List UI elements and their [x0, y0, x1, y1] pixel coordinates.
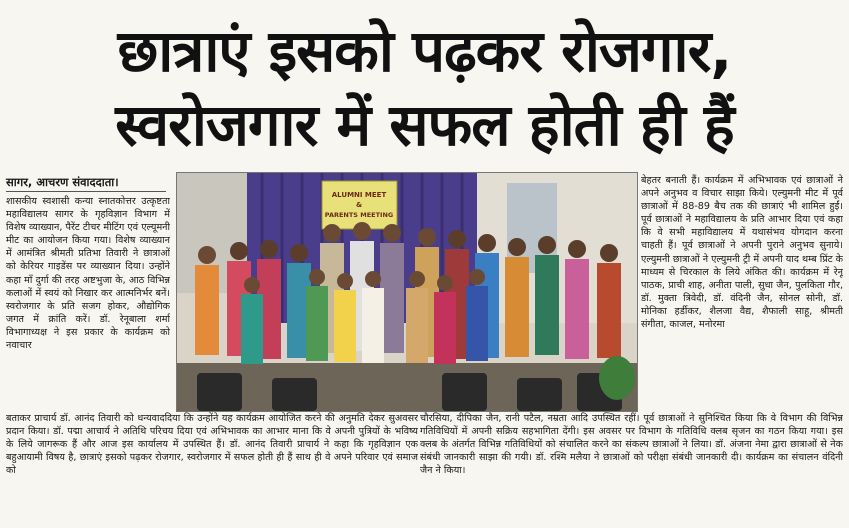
headline-line-2: स्वरोजगार में सफल होती ही हैं [115, 91, 734, 159]
banner-line-1: ALUMNI MEET [331, 191, 387, 199]
article-bottom-right: चौरसिया, दीपिका जैन, रानी पटैल, नम्रता आदि उपस्थित रहीं। पूर्व छात्राओं ने सुनिश्चित किया कि वे विभाग की विभिन्न गतिविधियों में अपनी सक्रिय सहभागिता देंगी। इस अवसर पर विभाग के गतिविधि क्लब सृजन का गठन किया गया। इस क्लब के अंतर्गत विभिन्न गतिविधियों को संचालित करने का संकल्प छात्राओं ने लिया। डॉ. अंजना नेमा द्वारा छात्राओं से नेक संबंधी जानकारी साझा की गयी। डॉ. रश्मि मलैया ने छात्राओं को परीक्षा संबंधी जानकारी दी। कार्यक्रम का संचालन वंदिनी जैन ने किया। [420, 413, 843, 477]
banner-line-3: PARENTS MEETING [324, 211, 394, 219]
event-group-photo [176, 172, 638, 412]
banner-line-2: & [355, 201, 363, 209]
dateline: सागर, आचरण संवाददाता। [6, 174, 166, 192]
article-column-left: शासकीय स्वशासी कन्या स्नातकोत्तर उत्कृष्टता महाविद्यालय सागर के गृहविज्ञान विभाग में विशेष व्याख्यान, पैरेंट टीचर मीटिंग एवं एल्यूमनी मीट का आयोजन किया गया। विशेष व्याख्यान में आमंत्रित श्रीमती प्रतिभा तिवारी ने छात्राओं को केरियर गाइडेंस पर व्याख्यान दिया। उन्होंने कहा माँ दुर्गा की तरह अष्टभुजा के, आठ विभिन्न कलाओं में स्वयं को निखार कर आत्मनिर्भर बनें। स्वरोजगार के प्रति सजग होकर, औद्योगिक जगत में क्रांति करें। डॉ. रेनूबाला शर्मा विभागाध्यक्ष ने इस प्रकार के कार्यक्रम को नवाचार [6, 196, 170, 352]
article-bottom-left [6, 412, 418, 524]
article-bottom-left-text: बताकर प्राचार्य डॉ. आनंद तिवारी को धन्यवाददिया कि उन्होंने यह कार्यक्रम आयोजित करने की अनुमति देकर सुअवसर प्रदान किया। डॉ. पद्मा आचार्य ने अतिथि परिचय दिया एवं अभिभावक का आभार माना कि वे अपनी पुत्रियों के भविष्य के लिये जागरूक हैं और आज इस कार्यालय में उपस्थित हैं। डॉ. आनंद तिवारी प्राचार्य ने कहा कि गृहविज्ञान एक बहुआयामी विषय है, छात्राएं इसको पढ़कर रोजगार, स्वरोजगार में सफल होती ही हैं साथ ही वे अपने परिवार एवं समाज को [6, 413, 418, 477]
article-column-right: बेहतर बनाती हैं। कार्यक्रम में अभिभावक एवं छात्राओं ने अपने अनुभव व विचार साझा किये। एल्युमनी मीट में पूर्व छात्राओं में 88-89 बैच तक की छात्राएं भी शामिल हुईं। पूर्व छात्राओं ने महाविद्यालय के प्रति आभार दिया एवं कहा कि वे सभी महाविद्यालय में यथासंभव योगदान करना चाहती हैं। पूर्व छात्राओं ने अपनी पुराने अनुभव सुनाये। एल्युमनी छात्राओं ने एल्युमनी ट्री में अपनी याद थम्ब प्रिंट के माध्यम से चिरकाल के लिये अंकित की। कार्यक्रम में रेनू पाठक, प्राची शाह, अनीता पाली, सुधा जैन, पुलकिता गौर, डॉ. मुक्ता त्रिवेदी, डॉ. वंदिनी जैन, सोनल सोनी, डॉ. मोनिका हर्डीकर, शैलजा वैद्य, शैफाली साहू, श्रीमती संगीता, काजल, मनोरमा [641, 175, 843, 331]
headline-line-1: छात्राएं इसको पढ़कर रोजगार, [117, 17, 732, 85]
